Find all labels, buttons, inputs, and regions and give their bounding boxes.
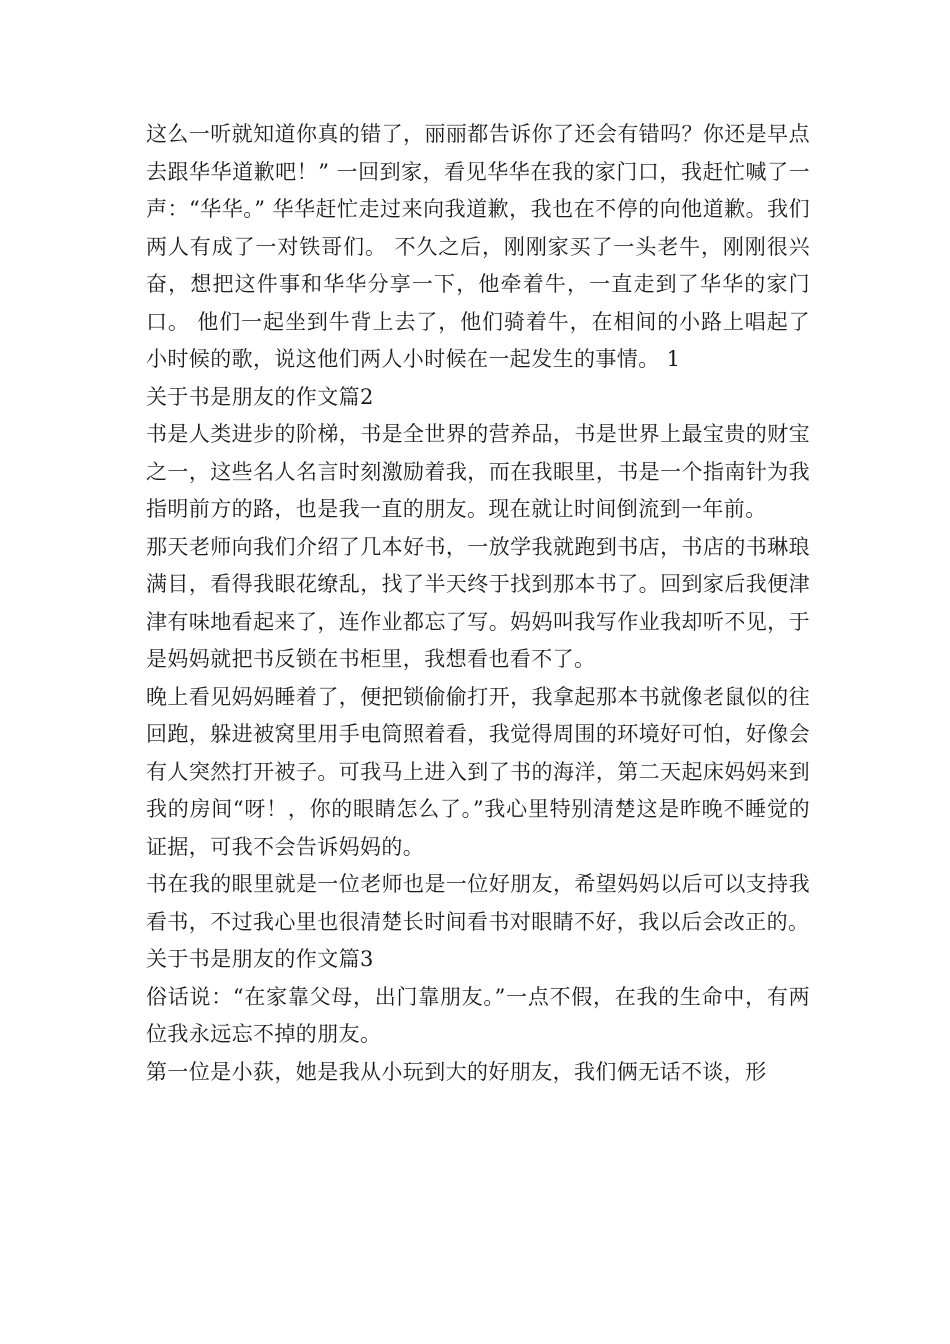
paragraph: 晚上看见妈妈睡着了，便把锁偷偷打开，我拿起那本书就像老鼠似的往回跑，躲进被窝里用手电筒照着看，我觉得周围的环境好可怕，好像会有人突然打开被子。可我马上进入到了书的海洋，第二天起床妈妈来到我的房间“呀！，你的眼睛怎么了。”我心里特别清楚这是昨晚不睡觉的证据，可我不会告诉妈妈的。: [146, 684, 810, 859]
document-body: [146, 116, 810, 1091]
paragraph: 那天老师向我们介绍了几本好书，一放学我就跑到书店，书店的书琳琅满目，看得我眼花缭乱，找了半天终于找到那本书了。回到家后我便津津有味地看起来了，连作业都忘了写。妈妈叫我写作业我却听不见，于是妈妈就把书反锁在书柜里，我想看也看不了。: [146, 534, 810, 671]
section-heading: 关于书是朋友的作文篇3: [146, 947, 374, 971]
paragraph: 俗话说：“在家靠父母，出门靠朋友。”一点不假，在我的生命中，有两位我永远忘不掉的朋友。: [146, 984, 810, 1046]
section-heading: 关于书是朋友的作文篇2: [146, 384, 374, 409]
paragraph: 书在我的眼里就是一位老师也是一位好朋友，希望妈妈以后可以支持我看书，不过我心里也很清楚长时间看书对眼睛不好，我以后会改正的。: [146, 872, 810, 934]
paragraph: 第一位是小荻，她是我从小玩到大的好朋友，我们俩无话不谈，形: [146, 1059, 767, 1084]
paragraph: 书是人类进步的阶梯，书是全世界的营养品，书是世界上最宝贵的财宝之一，这些名人名言时刻激励着我，而在我眼里，书是一个指南针为我指明前方的路，也是我一直的朋友。现在就让时间倒流到一年前。: [146, 422, 810, 521]
paragraph: 这么一听就知道你真的错了，丽丽都告诉你了还会有错吗？你还是早点去跟华华道歉吧！” 一回到家，看见华华在我的家门口，我赶忙喊了一声：“华华。” 华华赶忙走过来向我道歉，我也在不停的向他道歉。我们两人有成了一对铁哥们。 不久之后，刚刚家买了一头老牛，刚刚很兴奋，想把这件事和华华分享一下，他牵着牛，一直走到了华华的家门口。 他们一起坐到牛背上去了，他们骑着牛，在相间的小路上唱起了小时候的歌，说这他们两人小时候在一起发生的事情。 1: [146, 122, 810, 371]
